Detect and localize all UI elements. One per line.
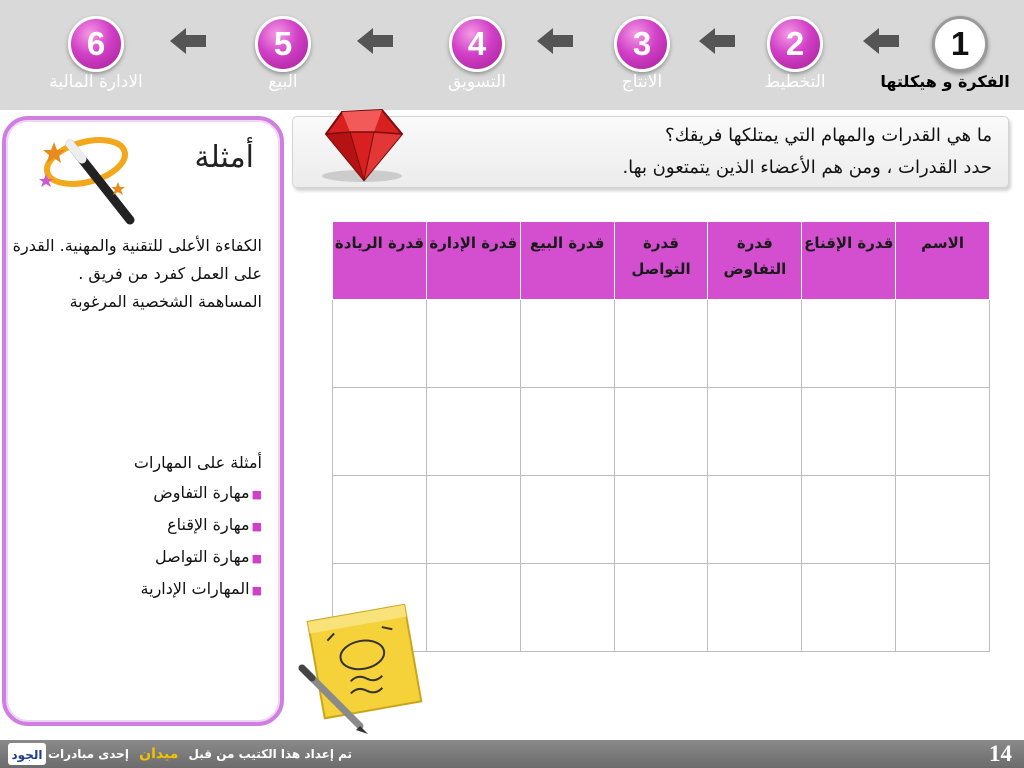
step-number-badge: 1 [932, 16, 988, 72]
bullet-icon: ■ [251, 520, 262, 533]
footer-credit [48, 746, 352, 762]
examples-paragraph: الكفاءة الأعلى للتقنية والمهنية. القدرة على العمل كفرد من فريق . المساهمة الشخصية المرغوبة [12, 236, 262, 311]
step-2[interactable] [735, 14, 855, 104]
table-cell[interactable] [802, 300, 896, 388]
back-arrow-icon [168, 26, 208, 56]
bullet-icon: ■ [251, 552, 262, 565]
skills-heading: أمثلة على المهارات [133, 453, 262, 472]
table-row [333, 564, 990, 652]
table-cell[interactable] [426, 476, 520, 564]
step-number-badge: 5 [255, 16, 311, 72]
back-arrow-icon [697, 26, 737, 56]
table-cell[interactable] [708, 564, 802, 652]
bullet-icon: ■ [251, 584, 262, 597]
skills-list [10, 448, 262, 606]
step-navigation-bar [0, 0, 1024, 110]
credit-prefix: تم إعداد هذا الكتيب من قبل [188, 747, 353, 761]
table-cell[interactable] [520, 388, 614, 476]
list-item: ■مهارة الإقناع [167, 515, 262, 534]
table-cell[interactable] [426, 300, 520, 388]
table-cell[interactable] [426, 388, 520, 476]
table-cell[interactable] [896, 476, 990, 564]
table-cell[interactable] [896, 564, 990, 652]
ruby-gem-icon [312, 104, 408, 186]
back-arrow-icon [861, 26, 901, 56]
table-cell[interactable] [614, 476, 708, 564]
brand-name: ميدان [139, 746, 179, 762]
table-row [333, 300, 990, 388]
bullet-icon: ■ [251, 488, 262, 501]
header-name: الاسم [896, 222, 990, 300]
examples-panel [2, 116, 284, 726]
table-cell[interactable] [520, 564, 614, 652]
list-item: ■مهارة التفاوض [153, 483, 262, 502]
step-number-badge: 3 [614, 16, 670, 72]
step-5[interactable] [223, 14, 343, 104]
table-cell[interactable] [333, 300, 427, 388]
header-negotiation: قدرة التفاوض [708, 222, 802, 300]
table-cell[interactable] [614, 388, 708, 476]
page-number: 14 [989, 741, 1012, 766]
step-label: التسويق [448, 72, 506, 92]
step-label: التخطيط [764, 72, 826, 92]
sticky-note-icon [298, 604, 430, 734]
examples-title: أمثلة [194, 140, 254, 175]
step-number-badge: 6 [68, 16, 124, 72]
table-cell[interactable] [802, 476, 896, 564]
question-line-1: ما هي القدرات والمهام التي يمتلكها فريقك؟ [665, 125, 992, 146]
table-cell[interactable] [614, 564, 708, 652]
table-cell[interactable] [896, 388, 990, 476]
header-leadership: قدرة الريادة [333, 222, 427, 300]
header-persuasion: قدرة الإقناع [802, 222, 896, 300]
step-6[interactable] [36, 14, 156, 104]
table-cell[interactable] [520, 300, 614, 388]
skills-table [332, 221, 990, 652]
step-number-badge: 2 [767, 16, 823, 72]
initiative-logo [8, 743, 46, 765]
table-cell[interactable] [520, 476, 614, 564]
magic-wand-icon [34, 124, 144, 229]
list-item: ■مهارة التواصل [155, 547, 262, 566]
back-arrow-icon [535, 26, 575, 56]
step-1[interactable] [880, 14, 1020, 104]
table-cell[interactable] [333, 476, 427, 564]
table-header-row [333, 222, 990, 300]
table-cell[interactable] [802, 564, 896, 652]
question-line-2: حدد القدرات ، ومن هم الأعضاء الذين يتمتعون بها. [622, 157, 992, 178]
header-sales: قدرة البيع [520, 222, 614, 300]
table-cell[interactable] [708, 388, 802, 476]
table-cell[interactable] [708, 476, 802, 564]
footer-bar [0, 740, 1024, 768]
step-4[interactable] [417, 14, 537, 104]
credit-suffix: إحدى مبادرات [48, 747, 129, 761]
step-label: الفكرة و هيكلتها [880, 72, 1010, 91]
header-communication: قدرة التواصل [614, 222, 708, 300]
step-label: الانتاج [621, 72, 663, 92]
table-row [333, 388, 990, 476]
table-cell[interactable] [896, 300, 990, 388]
table-row [333, 476, 990, 564]
step-3[interactable] [582, 14, 702, 104]
table-cell[interactable] [708, 300, 802, 388]
table-cell[interactable] [802, 388, 896, 476]
table-cell[interactable] [614, 300, 708, 388]
step-number-badge: 4 [449, 16, 505, 72]
logo-text: الجود [11, 748, 43, 762]
header-management: قدرة الإدارة [426, 222, 520, 300]
list-item: ■المهارات الإدارية [140, 579, 262, 598]
table-cell[interactable] [333, 388, 427, 476]
back-arrow-icon [355, 26, 395, 56]
step-label: البيع [268, 72, 298, 92]
table-cell[interactable] [426, 564, 520, 652]
step-label: الادارة المالية [49, 72, 143, 92]
